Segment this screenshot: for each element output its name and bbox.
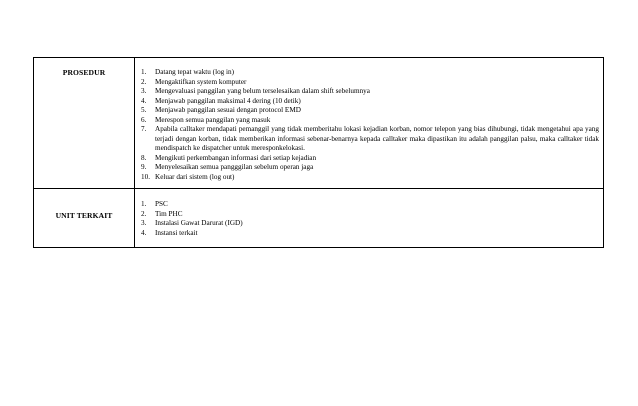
item-number: 10. <box>141 173 150 182</box>
procedure-content-cell <box>135 58 604 189</box>
list-item <box>141 116 599 126</box>
list-item <box>141 210 599 220</box>
item-text: Menyelesaikan semua pangggilan sebelum operan jaga <box>155 163 314 172</box>
related-unit-content-cell <box>135 189 604 248</box>
item-number: 3. <box>141 219 147 228</box>
list-item <box>141 200 599 210</box>
list-item <box>141 163 599 173</box>
list-item <box>141 219 599 229</box>
procedure-table <box>33 57 604 248</box>
item-text: Tim PHC <box>155 209 183 218</box>
list-item <box>141 68 599 78</box>
procedure-row <box>34 58 604 189</box>
list-item <box>141 106 599 116</box>
list-item <box>141 229 599 239</box>
list-item <box>141 125 599 154</box>
related-unit-label: UNIT TERKAIT <box>55 211 113 220</box>
list-item <box>141 78 599 88</box>
list-item <box>141 87 599 97</box>
item-number: 5. <box>141 106 147 115</box>
item-number: 4. <box>141 228 147 237</box>
item-text: Merespon semua panggilan yang masuk <box>155 115 271 124</box>
item-text: Keluar dari sistem (log out) <box>155 173 235 182</box>
related-unit-list <box>135 189 603 238</box>
item-number: 7. <box>141 125 147 134</box>
item-text: PSC <box>155 200 168 208</box>
item-number: 1. <box>141 68 147 76</box>
item-text: Mengaktifkan system komputer <box>155 77 247 86</box>
procedure-label-cell <box>34 58 135 189</box>
item-text: Menjawab panggilan sesuai dengan protocol EMD <box>155 106 301 115</box>
item-number: 4. <box>141 96 147 105</box>
item-number: 6. <box>141 115 147 124</box>
item-text: Instansi terkait <box>155 228 198 237</box>
item-number: 9. <box>141 163 147 172</box>
procedure-label: PROSEDUR <box>62 68 106 77</box>
item-text: Menjawab panggilan maksimal 4 dering (10 detik) <box>155 96 301 105</box>
item-text: Mengikuti perkembangan informasi dari setiap kejadian <box>155 153 317 162</box>
list-item <box>141 154 599 164</box>
item-text: Apabila calltaker mendapati pemanggil yang tidak memberitahu lokasi kejadian korban, nomor telepon yang bias dihubungi, tidak mengetahui apa yang terjadi dengan korban, tidak memberikan informasi sebenar-benarnya kepada calltaker maka dipastikan itu adalah panggilan palsu, maka calltaker tidak mendispatch ke dispatcher untuk meresponkelokasi. <box>155 125 599 153</box>
item-number: 2. <box>141 209 147 218</box>
related-unit-row <box>34 189 604 248</box>
item-number: 2. <box>141 77 147 86</box>
item-text: Instalasi Gawat Darurat (IGD) <box>155 219 243 228</box>
item-number: 1. <box>141 200 147 208</box>
item-text: Datang tepat waktu (log in) <box>155 68 235 76</box>
list-item <box>141 173 599 183</box>
item-text: Mengevaluasi panggilan yang belum terselesaikan dalam shift sebelumnya <box>155 87 370 96</box>
list-item <box>141 97 599 107</box>
procedure-list <box>135 58 603 183</box>
related-unit-label-cell <box>34 189 135 248</box>
item-number: 3. <box>141 87 147 96</box>
item-number: 8. <box>141 153 147 162</box>
